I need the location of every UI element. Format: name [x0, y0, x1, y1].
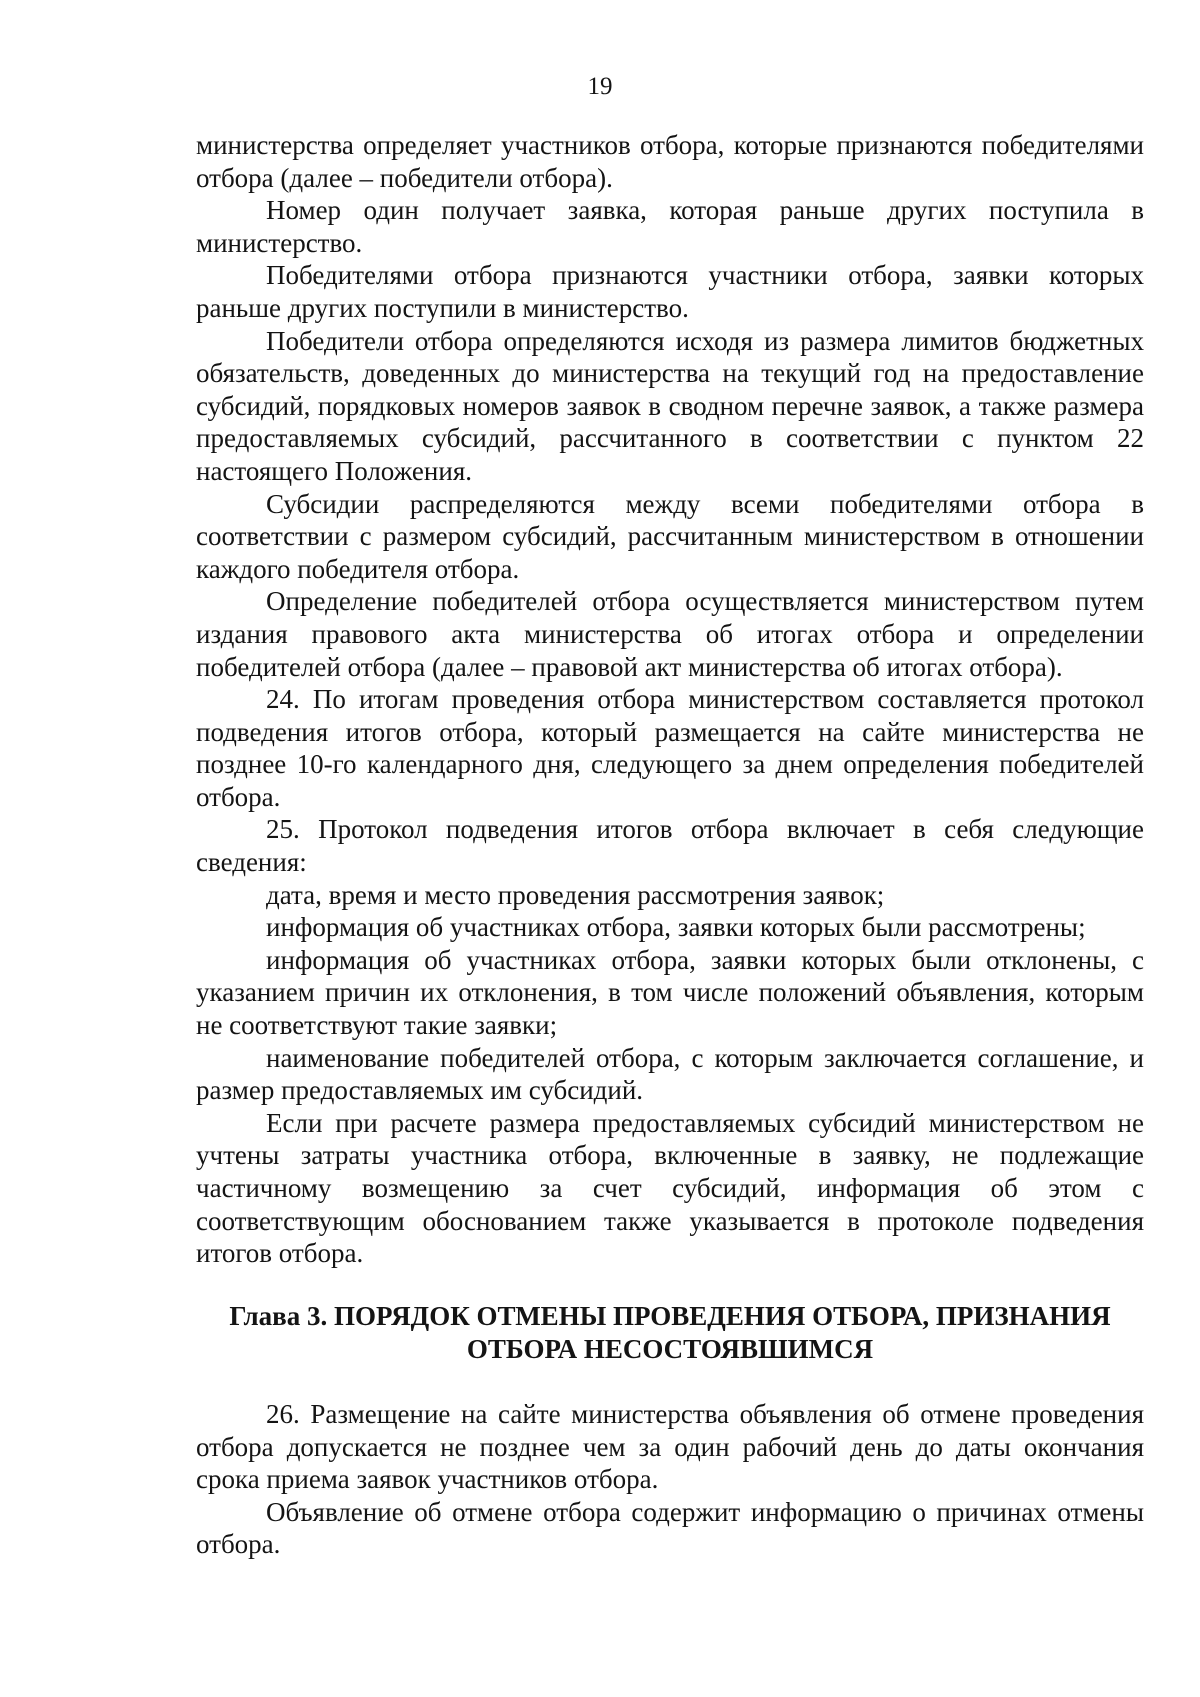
body-text-section-2: [196, 1398, 1144, 1561]
paragraph: Определение победителей отбора осуществляется министерством путем издания правового акта министерства об итогах отбора и определении победителей отбора (далее – правовой акт министерства об итогах отбора).: [196, 586, 1144, 682]
paragraph: Объявление об отмене отбора содержит информацию о причинах отмены отбора.: [196, 1496, 1144, 1560]
list-item: информация об участниках отбора, заявки которых были отклонены, с указанием причин их отклонения, в том числе положений объявления, которым не соответствуют такие заявки;: [196, 944, 1144, 1041]
paragraph: Если при расчете размера предоставляемых субсидий министерством не учтены затраты участника отбора, включенные в заявку, не подлежащие частичному возмещению за счет субсидий, информация об этом с соответствующим обоснованием также указывается в протоколе подведения итогов отбора.: [196, 1107, 1144, 1269]
page-number: 19: [587, 73, 613, 100]
paragraph: Номер один получает заявка, которая раньше других поступила в министерство.: [196, 195, 1144, 258]
list-item: дата, время и место проведения рассмотрения заявок;: [266, 879, 885, 910]
list-item: информация об участниках отбора, заявки которых были рассмотрены;: [266, 912, 1086, 943]
list-item: наименование победителей отбора, с которым заключается соглашение, и размер предоставляемых им субсидий.: [196, 1042, 1144, 1106]
paragraph-item-26: 26. Размещение на сайте министерства объявления об отмене проведения отбора допускается не позднее чем за один рабочий день до даты окончания срока приема заявок участников отбора.: [196, 1399, 1144, 1495]
paragraph-item-24: 24. По итогам проведения отбора министерством составляется протокол подведения итогов отбора, который размещается на сайте министерства не позднее 10-го календарного дня, следующего за днем определения победителей отбора.: [196, 684, 1144, 812]
paragraph: министерства определяет участников отбора, которые признаются победителями отбора (далее – победители отбора).: [196, 130, 1144, 193]
paragraph: Победители отбора определяются исходя из размера лимитов бюджетных обязательств, доведенных до министерства на текущий год на предоставление субсидий, порядковых номеров заявок в сводном перечне заявок, а также размера предоставляемых субсидий, рассчитанного в соответствии с пунктом 22 настоящего Положения.: [196, 325, 1144, 486]
paragraph-item-25: 25. Протокол подведения итогов отбора включает в себя следующие сведения:: [196, 814, 1144, 878]
paragraph: Субсидии распределяются между всеми победителями отбора в соответствии с размером субсидий, рассчитанным министерством в отношении каждого победителя отбора.: [196, 488, 1144, 584]
chapter-heading-line-2: ОТБОРА НЕСОСТОЯВШИМСЯ: [466, 1334, 874, 1364]
chapter-heading-line-1: Глава 3. ПОРЯДОК ОТМЕНЫ ПРОВЕДЕНИЯ ОТБОРА, ПРИЗНАНИЯ: [229, 1301, 1111, 1331]
body-text-section-1: [196, 129, 1144, 1270]
paragraph: Победителями отбора признаются участники отбора, заявки которых раньше других поступили в министерство.: [196, 260, 1144, 323]
chapter-heading: [196, 1300, 1144, 1366]
